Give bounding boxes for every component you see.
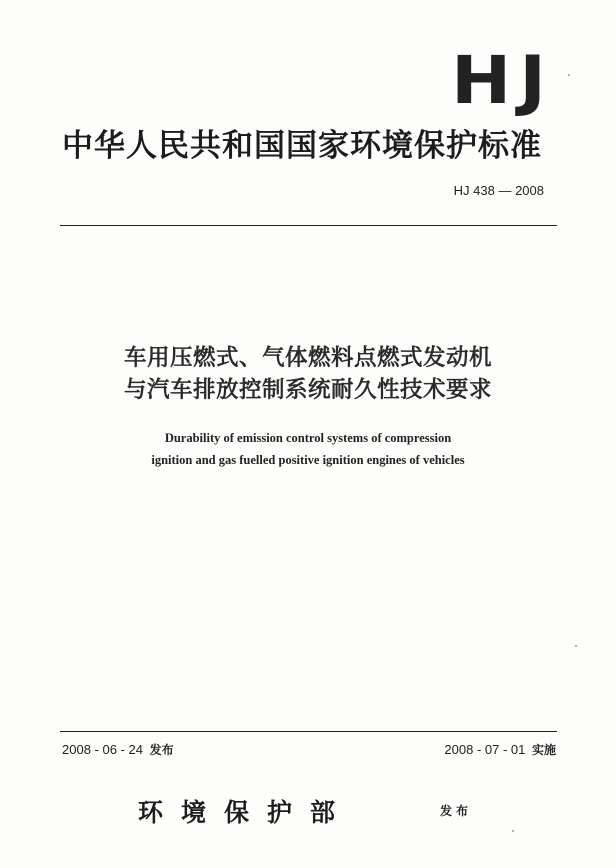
issue-date-block xyxy=(62,741,174,758)
title-cn-line-1: 车用压燃式、气体燃料点燃式发动机 xyxy=(123,345,492,371)
bottom-divider xyxy=(60,731,557,732)
publish-label: 发布 xyxy=(440,804,473,818)
national-standard-heading: 中华人民共和国国家环境保护标准 xyxy=(62,128,542,164)
issue-date: 2008 - 06 - 24 xyxy=(62,742,143,757)
scan-speck xyxy=(568,74,570,76)
effective-date-block xyxy=(444,741,556,758)
scan-speck xyxy=(575,645,577,647)
standard-code: HJ 438 — 2008 xyxy=(453,183,544,198)
title-cn-line-2: 与汽车排放控制系统耐久性技术要求 xyxy=(123,377,492,403)
issuing-ministry: 环境保护部 xyxy=(138,798,354,827)
effective-label: 实施 xyxy=(531,743,556,757)
effective-date: 2008 - 07 - 01 xyxy=(444,742,526,757)
hj-logo: HJ xyxy=(450,41,554,119)
scan-speck xyxy=(512,830,514,832)
title-en-line-1: Durability of emission control systems of compression xyxy=(164,431,452,445)
issue-label: 发布 xyxy=(149,743,174,757)
title-en-line-2: ignition and gas fuelled positive ignition engines of vehicles xyxy=(151,453,465,467)
top-divider xyxy=(60,225,557,226)
